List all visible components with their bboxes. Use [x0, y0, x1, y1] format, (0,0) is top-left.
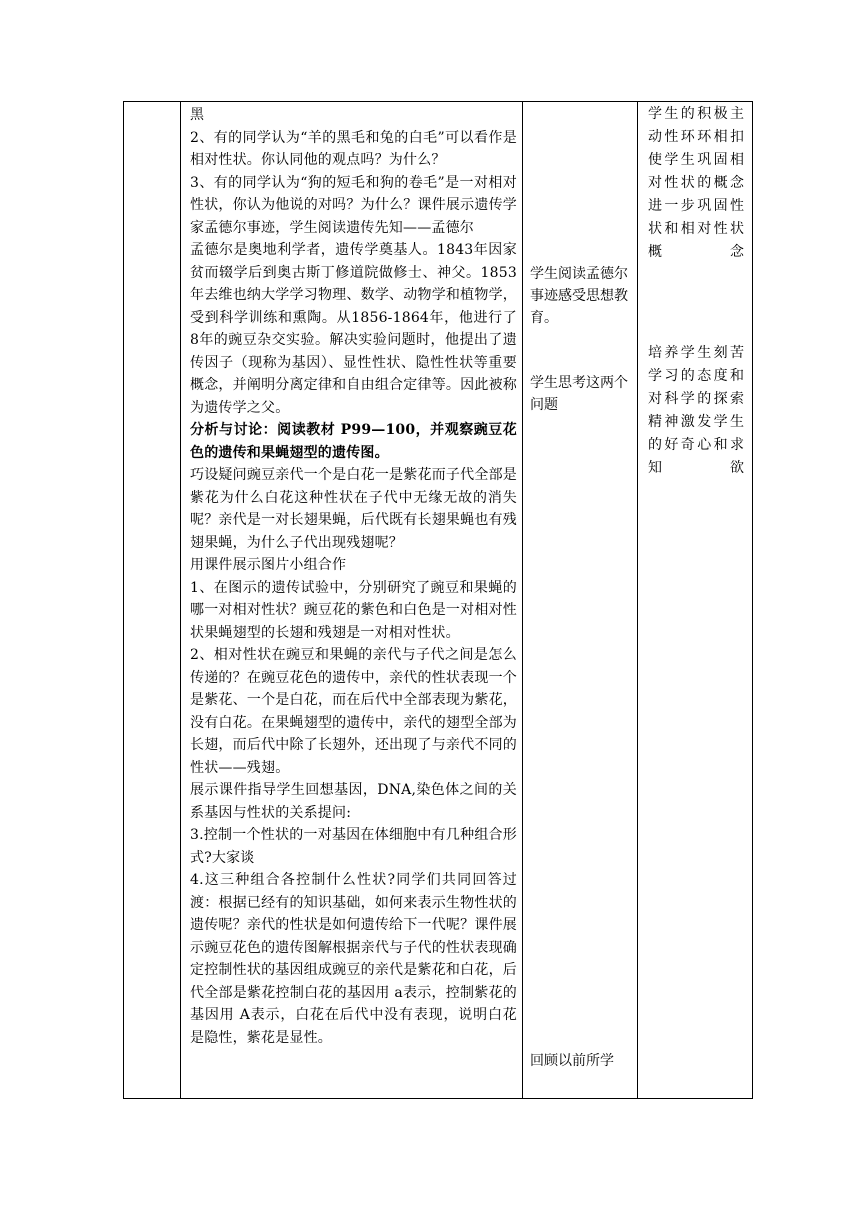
paragraph: 2、相对性状在豌豆和果蝇的亲代与子代之间是怎么传递的？在豌豆花色的遗传中，亲代的性状表现一个是紫花、一个是白花，而在后代中全部表现为紫花，没有白花。在果蝇翅型的遗传中，亲代的翅型全部为长翅，而后代中除了长翅外，还出现了与亲代不同的性状——残翅。 — [190, 647, 517, 776]
paragraph: 4.这三种组合各控制什么性状?同学们共同回答过渡：根据已经有的知识基础，如何来表示生物性状的遗传呢？亲代的性状是如何遗传给下一代呢？课件展示豌豆花色的遗传图解根据亲代与子代的性状表现确定控制性状的基因组成豌豆的亲代是紫花和白花，后代全部是紫花控制白花的基因用 a表示，控制紫花的基因用 A表示，白花在后代中没有表现，说明白花是隐性，紫花是显性。 — [190, 872, 517, 1046]
paragraph: 用课件展示图片小组合作 — [190, 557, 347, 573]
student-activity-cell — [523, 102, 638, 1099]
paragraph: 3、有的同学认为“狗的短毛和狗的卷毛”是一对相对性状，你认为他说的对吗？为什么？课件展示遗传学家孟德尔事迹，学生阅读遗传先知——孟德尔 — [190, 174, 517, 236]
student-note: 回顾以前所学 — [530, 1053, 614, 1069]
discussion-heading: 分析与讨论：阅读教材 P99—100，并观察豌豆花色的遗传和果蝇翅型的遗传图。 — [190, 422, 517, 461]
design-intent-cell — [638, 102, 753, 1099]
teaching-process-text — [181, 102, 522, 1098]
paragraph: 1、在图示的遗传试验中，分别研究了豌豆和果蝇的哪一对相对性状？豌豆花的紫色和白色是一对相对性状果蝇翅型的长翅和残翅是一对相对性状。 — [190, 579, 517, 641]
table-row — [124, 102, 753, 1099]
paragraph: 孟德尔是奥地利学者，遗传学奠基人。1843年因家贫而辍学后到奥古斯丁修道院做修士、神父。1853年去维也纳大学学习物理、数学、动物学和植物学，受到科学训练和熏陶。从1856-1864年，他进行了 8年的豌豆杂交实验。解决实验问题时，他提出了遗传因子（现称为基因）、显性性状、隐性性状等重要概念，并阐明分离定律和自由组合定律等。因此被称为遗传学之父。 — [190, 242, 517, 416]
student-note: 学生思考这两个问题 — [530, 375, 628, 413]
lesson-plan-table — [123, 101, 753, 1099]
student-note: 学生阅读孟德尔事迹感受思想教育。 — [530, 266, 628, 326]
paragraph: 2、有的同学认为“羊的黑毛和兔的白毛”可以看作是相对性状。你认同他的观点吗？为什么？ — [190, 129, 517, 168]
paragraph: 3.控制一个性状的一对基因在体细胞中有几种组合形式?大家谈 — [190, 827, 517, 866]
design-intent-text: 培养学生刻苦学习的态度和对科学的探索精神激发学生的好奇心和求知欲 — [648, 345, 744, 476]
teaching-process-cell — [181, 102, 523, 1099]
paragraph: 黑 — [190, 107, 205, 123]
design-intent-text: 学生的积极主动性环环相扣使学生巩固相对性状的概念进一步巩固性状和相对性状概念 — [648, 106, 744, 260]
empty-label-cell — [124, 102, 181, 1099]
paragraph: 展示课件指导学生回想基因，DNA,染色体之间的关系基因与性状的关系提问: — [190, 782, 517, 821]
paragraph: 巧设疑问豌豆亲代一个是白花一是紫花而子代全部是紫花为什么白花这种性状在子代中无缘无故的消失呢？亲代是一对长翅果蝇，后代既有长翅果蝇也有残翅果蝇，为什么子代出现残翅呢？ — [190, 467, 517, 551]
